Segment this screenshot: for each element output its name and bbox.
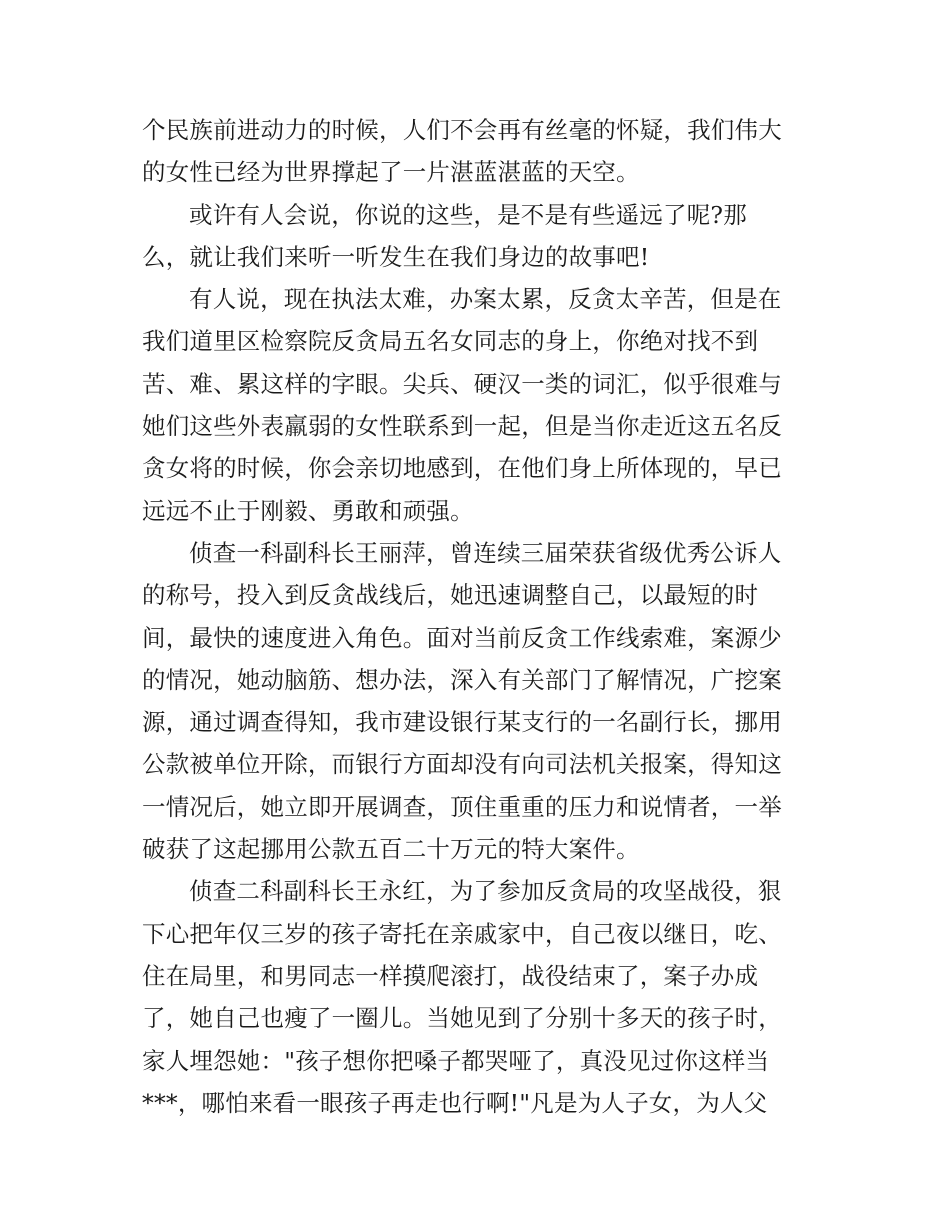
text-line: 破获了这起挪用公款五百二十万元的特大案件。 xyxy=(142,835,640,864)
text-line: 有人说，现在执法太难，办案太累，反贪太辛苦，但是在 xyxy=(189,285,782,314)
text-line: 的称号，投入到反贪战线后，她迅速调整自己，以最短的时 xyxy=(142,581,759,610)
text-line: 苦、难、累这样的字眼。尖兵、硬汉一类的词汇，似乎很难与 xyxy=(142,369,782,398)
text-line: 远远不止于刚毅、勇敢和顽强。 xyxy=(142,496,474,525)
text-line: 或许有人会说，你说的这些，是不是有些遥远了呢?那 xyxy=(189,200,747,229)
text-line: 的情况，她动脑筋、想办法，深入有关部门了解情况，广挖案 xyxy=(142,665,782,694)
text-line: 我们道里区检察院反贪局五名女同志的身上，你绝对找不到 xyxy=(142,327,759,356)
text-line: 侦查一科副科长王丽萍，曾连续三届荣获省级优秀公诉人 xyxy=(189,538,782,567)
text-line: 源，通过调查得知，我市建设银行某支行的一名副行长，挪用 xyxy=(142,708,782,737)
text-line: 公款被单位开除，而银行方面却没有向司法机关报案，得知这 xyxy=(142,750,782,779)
text-line: 一情况后，她立即开展调查，顶住重重的压力和说情者，一举 xyxy=(142,792,782,821)
text-line: 间，最快的速度进入角色。面对当前反贪工作线索难，案源少 xyxy=(142,623,782,652)
text-line: 贪女将的时候，你会亲切地感到，在他们身上所体现的，早已 xyxy=(142,454,782,483)
text-line: 侦查二科副科长王永红，为了参加反贪局的攻坚战役，狠 xyxy=(189,877,782,906)
text-line: 下心把年仅三岁的孩子寄托在亲戚家中，自己夜以继日，吃、 xyxy=(142,919,782,948)
text-line: 的女性已经为世界撑起了一片湛蓝湛蓝的天空。 xyxy=(142,158,640,187)
text-line: 家人埋怨她："孩子想你把嗓子都哭哑了，真没见过你这样当 xyxy=(142,1046,770,1075)
document-body-text xyxy=(142,109,822,1124)
text-line: ***，哪怕来看一眼孩子再走也行啊!"凡是为人子女，为人父 xyxy=(142,1088,768,1117)
text-line: 住在局里，和男同志一样摸爬滚打，战役结束了，案子办成 xyxy=(142,961,759,990)
text-line: 么，就让我们来听一听发生在我们身边的故事吧! xyxy=(142,242,650,271)
text-line: 了，她自己也瘦了一圈儿。当她见到了分别十多天的孩子时， xyxy=(142,1004,782,1033)
text-line: 个民族前进动力的时候，人们不会再有丝毫的怀疑，我们伟大 xyxy=(142,116,782,144)
text-line: 她们这些外表羸弱的女性联系到一起，但是当你走近这五名反 xyxy=(142,412,782,441)
